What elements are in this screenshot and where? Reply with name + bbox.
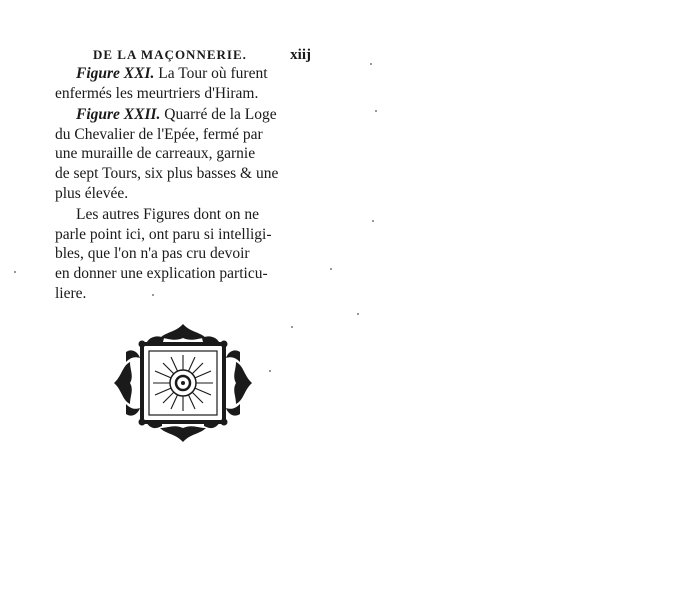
paper-speck xyxy=(152,294,154,296)
page-number: xiij xyxy=(290,47,311,63)
paper-speck xyxy=(269,370,271,372)
paper-speck xyxy=(291,326,293,328)
paper-speck xyxy=(375,110,377,112)
paper-speck xyxy=(14,271,16,273)
text-line: liere. xyxy=(55,284,87,302)
paragraph-figure-xxii xyxy=(55,105,303,203)
text-line: enfermés les meurtriers d'Hiram. xyxy=(55,84,259,102)
fleuron-ornament xyxy=(108,318,258,448)
paper-speck xyxy=(372,220,374,222)
text-line: une muraille de carreaux, garnie xyxy=(55,145,256,163)
text-line: de sept Tours, six plus basses & une xyxy=(55,164,279,182)
paper-speck xyxy=(330,268,332,270)
running-header xyxy=(93,47,311,64)
text-line xyxy=(55,64,303,84)
text-line: Les autres Figures dont on ne xyxy=(76,206,259,224)
text-line: plus élevée. xyxy=(55,184,129,202)
paragraph-other-figures xyxy=(55,205,303,303)
line-text: Quarré de la Loge xyxy=(160,106,277,124)
body-text xyxy=(55,64,303,303)
text-line: en donner une explication particu- xyxy=(55,264,268,282)
paper-speck xyxy=(370,63,372,65)
text-line: parle point ici, ont paru si intelligi- xyxy=(55,225,272,243)
text-line: du Chevalier de l'Epée, fermé par xyxy=(55,125,263,143)
running-title: DE LA MAÇONNERIE. xyxy=(93,47,247,62)
paragraph-figure-xxi xyxy=(55,64,303,103)
line-text: La Tour où furent xyxy=(154,65,268,82)
figure-label: Figure XXII. xyxy=(76,106,161,124)
figure-label: Figure XXI. xyxy=(76,65,155,82)
paper-speck xyxy=(357,313,359,315)
text-line: bles, que l'on n'a pas cru devoir xyxy=(55,245,250,263)
text-line xyxy=(55,105,303,125)
